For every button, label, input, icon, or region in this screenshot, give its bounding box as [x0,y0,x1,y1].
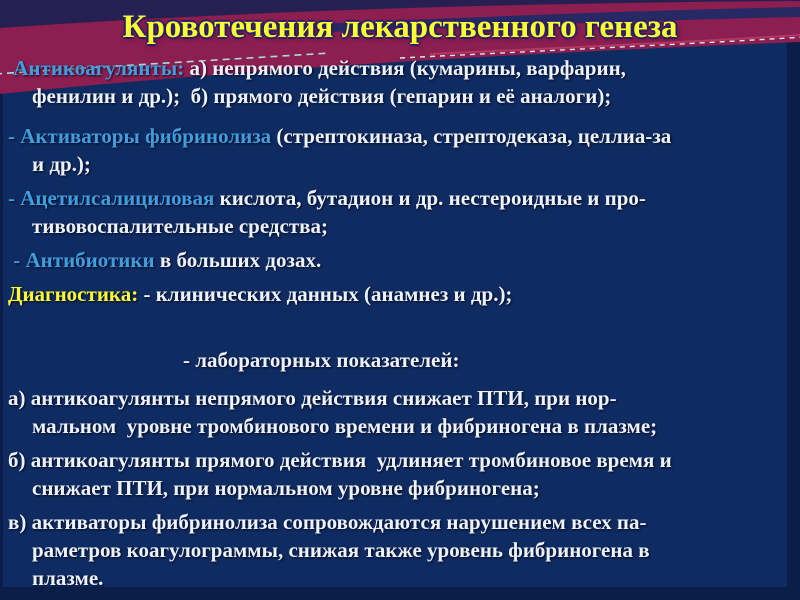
text-line [8,280,790,308]
text-line [8,246,790,274]
text-segment: плазме. [32,566,104,590]
text-line [8,54,790,82]
text-line [8,508,790,536]
text-line [183,346,790,374]
paragraph-lab-indicators [8,346,790,374]
text-segment: в больших дозах. [154,248,322,272]
text-segment: раметров коагулограммы, снижая также уровень фибриногена в [32,538,650,562]
text-segment: а) непрямого действия (кумарины, варфарин, [184,56,626,80]
paragraph-item-v [8,508,790,592]
paragraph-diagnostics [8,280,790,308]
text-segment: в) активаторы фибринолиза сопровождаются нарушением всех па- [8,510,647,534]
text-line [8,122,790,150]
text-line [8,212,790,240]
text-segment: и др.); [32,152,91,176]
text-segment: мальном уровне тромбинового времени и фибриногена в плазме; [32,414,658,438]
text-segment: а) антикоагулянты непрямого действия снижает ПТИ, при нор- [8,386,617,410]
paragraph-antibiotics [8,246,790,274]
paragraph-item-a [8,384,790,440]
slide-title: Кровотечения лекарственного генеза [122,9,678,45]
text-segment: б) антикоагулянты прямого действия удлиняет тромбиновое время и [8,448,672,472]
paragraph-acetylsalicylic [8,184,790,240]
text-segment: кислота, бутадион и др. нестероидные и про- [214,186,646,210]
text-segment: (стрептокиназа, стрептодеказа, целлиа-за [271,124,672,148]
text-segment: тивовоспалительные средства; [32,214,328,238]
text-line [8,82,790,110]
text-line [8,384,790,412]
text-segment: - лабораторных показателей: [183,348,460,372]
text-line [8,446,790,474]
paragraph-fibrinolysis-activators [8,122,790,178]
text-line [8,564,790,592]
text-segment: - клинических данных (анамнез и др.); [138,282,513,306]
slide-body [8,54,790,598]
text-segment: - Антибиотики [8,248,155,272]
text-segment: - Активаторы фибринолиза [8,124,272,148]
text-line [8,474,790,502]
text-line [8,184,790,212]
paragraph-anticoagulants [8,54,790,110]
text-segment: фенилин и др.); б) прямого действия (гепарин и её аналоги); [32,84,612,108]
text-segment: снижает ПТИ, при нормальном уровне фибриногена; [32,476,540,500]
text-segment: Антикоагулянты: [8,56,185,80]
text-segment: Диагностика: [8,282,139,306]
text-line [8,412,790,440]
text-line [8,536,790,564]
text-segment: - Ацетилсалициловая [8,186,215,210]
paragraph-item-b [8,446,790,502]
text-line [8,150,790,178]
